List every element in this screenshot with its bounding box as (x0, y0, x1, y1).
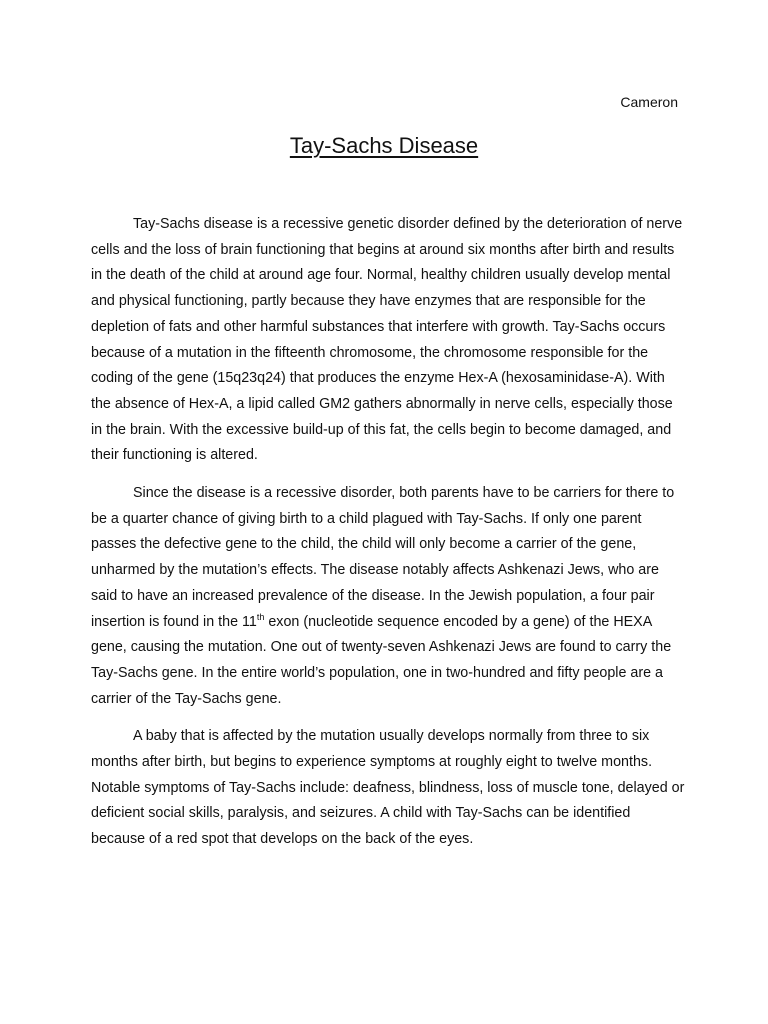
author-name: Cameron (620, 94, 678, 110)
document-title-text: Tay-Sachs Disease (289, 133, 479, 158)
paragraph-2-text-start: Since the disease is a recessive disorder, both parents have to be carriers for there to be a quarter chance of giving birth to a child plagued with Tay-Sachs. If only one parent passes the defective gene to the child, the child will only become a carrier of the gene, unharmed by the mutation’s effects. The disease notably affects Ashkenazi Jews, who are said to have an increased prevalence of the disease. In the Jewish population, a four pair insertion is found in the 11 (91, 485, 675, 630)
paragraph-2 (91, 481, 687, 712)
document-body (91, 212, 687, 853)
paragraph-3: A baby that is affected by the mutation usually develops normally from three to six months after birth, but begins to experience symptoms at roughly eight to twelve months. Notable symptoms of Tay-Sachs include: deafness, blindness, loss of muscle tone, delayed or deficient social skills, paralysis, and seizures. A child with Tay-Sachs can be identified because of a red spot that develops on the back of the eyes. (91, 728, 685, 848)
paragraph-2-text-end: exon (nucleotide sequence encoded by a gene) of the HEXA gene, causing the mutation. One out of twenty-seven Ashkenazi Jews are found to carry the Tay-Sachs gene. In the entire world’s population, one in two-hundred and fifty people are a carrier of the Tay-Sachs gene. (91, 613, 672, 707)
document-title (0, 132, 768, 160)
ordinal-superscript: th (256, 611, 265, 622)
paragraph-1: Tay-Sachs disease is a recessive genetic disorder defined by the deterioration of nerve cells and the loss of brain functioning that begins at around six months after birth and results in the death of the child at around age four. Normal, healthy children usually develop mental and physical functioning, partly because they have enzymes that are responsible for the depletion of fats and other harmful substances that interfere with growth. Tay-Sachs occurs because of a mutation in the fifteenth chromosome, the chromosome responsible for the coding of the gene (15q23q24) that produces the enzyme Hex-A (hexosaminidase-A). With the absence of Hex-A, a lipid called GM2 gathers abnormally in nerve cells, especially those in the brain. With the excessive build-up of this fat, the cells begin to become damaged, and their functioning is altered. (91, 216, 683, 464)
